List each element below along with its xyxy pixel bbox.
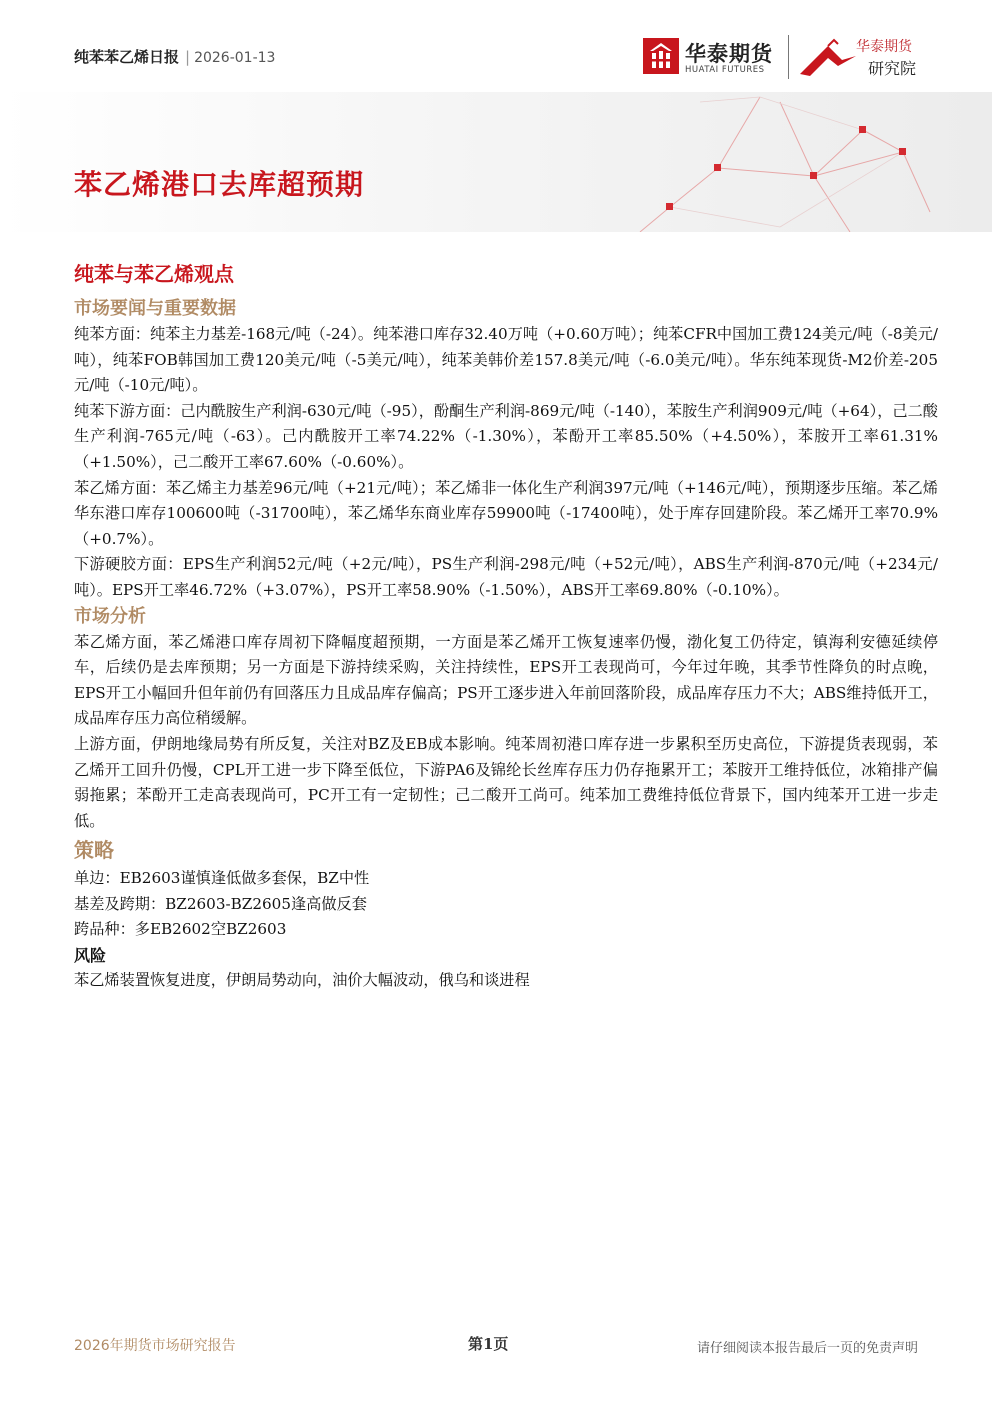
footer-left: 2026年期货市场研究报告 [74,1338,236,1354]
analysis-paragraph: 苯乙烯方面，苯乙烯港口库存周初下降幅度超预期，一方面是苯乙烯开工恢复速率仍慢，渤化复工仍待定，镇海利安德延续停车，后续仍是去库预期；另一方面是下游持续采购，关注持续性，EPS开工表现尚可，今年过年晚，其季节性降负的时点晚，EPS开工小幅回升但年前仍有回落压力且成品库存偏高；PS开工逐步进入年前回落阶段，成品库存压力不大；ABS维持低开工，成品库存压力高位稍缓解。 [74,632,938,728]
report-date: 2026-01-13 [194,50,276,66]
strategy-line: 跨品种：多EB2602空BZ2603 [74,920,287,939]
report-name: 纯苯苯乙烯日报 [74,48,180,66]
logo-divider [788,35,789,79]
strategy-line: 单边：EB2603谨慎逢低做多套保，BZ中性 [74,869,370,888]
report-header [74,46,275,67]
subhead-market-analysis: 市场分析 [74,605,146,627]
news-paragraph: 纯苯方面：纯苯主力基差-168元/吨（-24）。纯苯港口库存32.40万吨（+0.60万吨）；纯苯CFR中国加工费124美元/吨（-8美元/吨），纯苯FOB韩国加工费120美元/吨（-5美元/吨），纯苯美韩价差157.8美元/吨（-6.0美元/吨）。华东纯苯现货-M2价差-205元/吨（-10元/吨）。 [74,325,938,395]
analysis-paragraph: 上游方面，伊朗地缘局势有所反复，关注对BZ及EB成本影响。纯苯周初港口库存进一步累积至历史高位，下游提货表现弱，苯乙烯开工回升仍慢，CPL开工进一步下降至低位，下游PA6及锦纶长丝库存压力仍存拖累开工；苯胺开工维持低位，冰箱排产偏弱拖累；苯酚开工走高表现尚可，PC开工有一定韧性；己二酸开工尚可。纯苯加工费维持低位背景下，国内纯苯开工进一步走低。 [74,734,938,830]
section-title: 纯苯与苯乙烯观点 [74,262,234,286]
logo-cn-text: 华泰期货 [685,42,773,66]
institute-line2: 研究院 [868,59,917,78]
strategy-line: 基差及跨期：BZ2603-BZ2605逢高做反套 [74,894,367,913]
research-institute-logo [798,36,928,80]
risk-text: 苯乙烯装置恢复进度，伊朗局势动向，油价大幅波动，俄乌和谈进程 [74,971,530,990]
news-paragraph: 纯苯下游方面：己内酰胺生产利润-630元/吨（-95），酚酮生产利润-869元/吨（-140），苯胺生产利润909元/吨（+64），己二酸生产利润-765元/吨（-63）。己内酰胺开工率74.22%（-1.30%），苯酚开工率85.50%（+4.50%），苯胺开工率61.31%（+1.50%），己二酸开工率67.60%（-0.60%）。 [74,401,938,471]
main-content [74,296,938,994]
subhead-strategy: 策略 [74,838,114,863]
news-paragraph: 下游硬胶方面：EPS生产利润52元/吨（+2元/吨），PS生产利润-298元/吨（+52元/吨），ABS生产利润-870元/吨（+234元/吨）。EPS开工率46.72%（+3.07%），PS开工率58.90%（-1.50%），ABS开工率69.80%（-0.10%）。 [74,555,938,599]
news-paragraph: 苯乙烯方面：苯乙烯主力基差96元/吨（+21元/吨）；苯乙烯非一体化生产利润397元/吨（+146元/吨），预期逐步压缩。苯乙烯华东港口库存100600吨（-31700吨），苯乙烯华东商业库存59900吨（-17400吨），处于库存回建阶段。苯乙烯开工率70.9%（+0.7%）。 [74,478,938,548]
network-banner-graphic [0,92,992,232]
page-title: 苯乙烯港口去库超预期 [74,168,365,201]
huatai-logo-icon [643,38,679,74]
logo-en-text: HUATAI FUTURES [685,65,765,75]
page-footer [74,1331,918,1355]
research-institute-logo-icon [798,36,858,80]
header-separator: | [185,48,191,66]
huatai-futures-logo [643,38,783,80]
subhead-risk: 风险 [74,946,107,966]
institute-line1: 华泰期货 [856,39,912,55]
page-number: 第1页 [468,1335,509,1353]
subhead-market-news: 市场要闻与重要数据 [74,298,236,319]
disclaimer-note: 请仔细阅读本报告最后一页的免责声明 [696,1341,918,1356]
